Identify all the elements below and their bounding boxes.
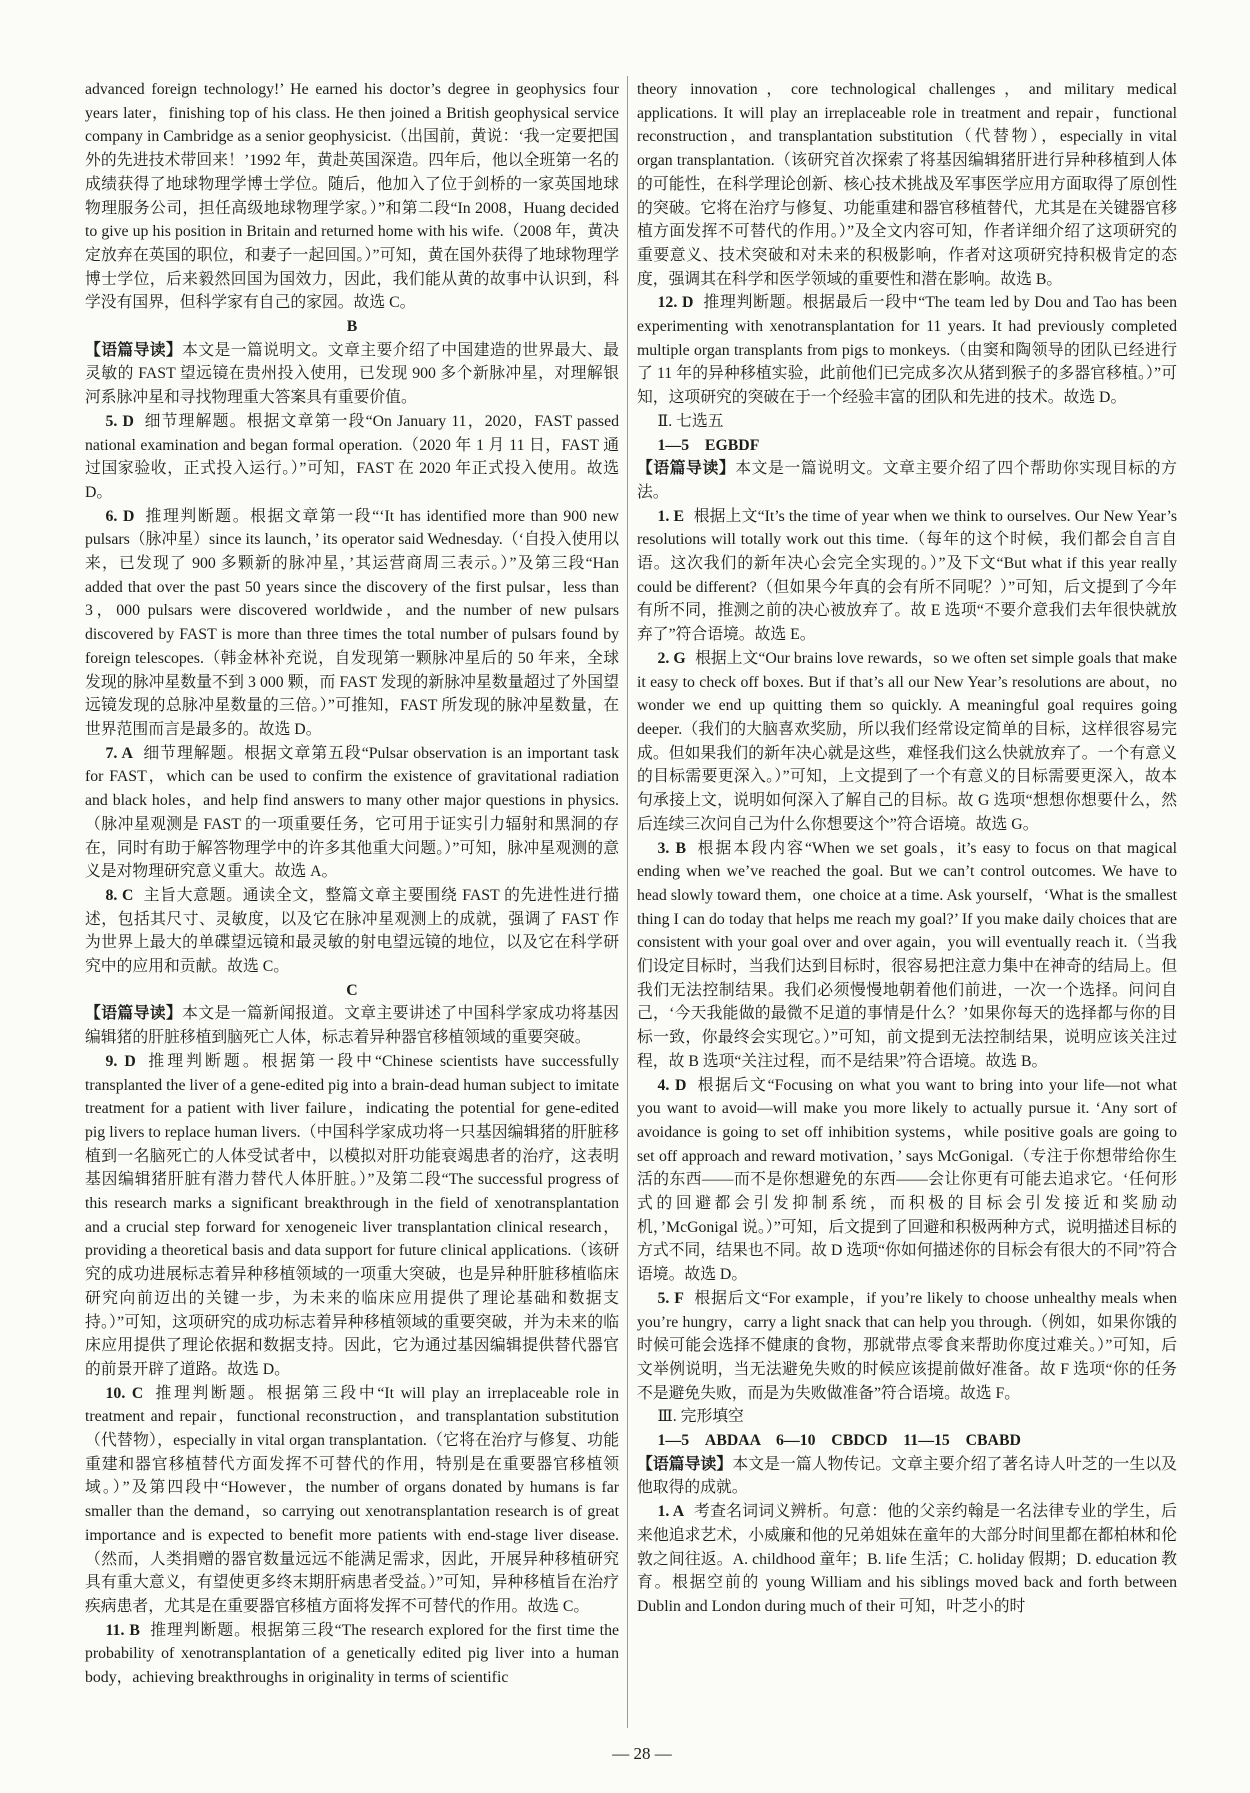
- answer-label: 6. D: [105, 507, 135, 525]
- answer-item-1: [637, 505, 1177, 647]
- answer-item-7: [85, 742, 619, 884]
- answer-item-1: [637, 1500, 1177, 1619]
- column-divider: [627, 76, 628, 1728]
- answer-item-2: [637, 647, 1177, 837]
- answer-key-line: 1—5 EGBDF: [657, 436, 760, 454]
- answer-label: 4. D: [657, 1076, 687, 1094]
- answer-explanation: 推理判断题。根据第三段中“It will play an irreplaceable role in treatment and repair，functional reconstruction，and transplantation substitution（代替物），especially in vital organ transplantation.（它将在治疗与修复、功能重建和器官移植替代方面发挥不可替代的作用，特别是在重要器官移植领域。）”及第四段中“However，the number of organs donated by humans is far smaller than the demand，so carrying out xenotransplantation research is of great importance and is expected to benefit more patients with end-stage liver disease.（然而，人类捐赠的器官数量远远不能满足需求，因此，开展异种移植研究具有重大意义，有望使更多终末期肝病患者受益。）”可知，异种移植旨在治疗疾病患者，尤其是在重要器官移植方面将发挥不可替代的作用。故选 C。: [85, 1384, 619, 1615]
- answer-label: 11. B: [105, 1621, 140, 1639]
- answer-item-12: [637, 291, 1177, 410]
- left-column: [85, 78, 619, 1738]
- reading-guide-label: 【语篇导读】: [637, 460, 736, 478]
- section-title-seven-choose-five: Ⅱ. 七选五: [657, 412, 724, 430]
- answer-label: 8. C: [105, 886, 134, 904]
- answer-explanation: 根据本段内容“When we set goals，it’s easy to focus on that magical ending when we’ve reached the goal. But we can’t control outcomes. We have to head slowly toward them，one choice at a time. Ask yourself，‘What is the smallest thing I can do today that helps me reach my goal?’ If you make daily choices that are consistent with your goal over and over again，you will eventually reach it.（当我们设定目标时，当我们达到目标时，很容易把注意力集中在神奇的结局上。但我们无法控制结果。我们必须慢慢地朝着他们前进，一次一个选择。问问自己，‘今天我能做的最微不足道的事情是什么？’如果你每天的选择都与你的目标一致，你最终会实现它。）”可知，前文提到无法控制结果，说明应该关注过程，故 B 选项“关注过程，而不是结果”符合语境。故选 B。: [637, 839, 1177, 1070]
- answer-explanation: 推理判断题。根据最后一段中“The team led by Dou and Tao has been experimenting with xenotransplantation for 11 years. It had previously completed multiple organ transplants from pigs to monkeys.（由窦和陶领导的团队已经进行了 11 年的异种移植实验，此前他们已完成多次从猪到猴子的多器官移植。）”可知，这项研究的突破在于一个经验丰富的团队和先进的技术。故选 D。: [637, 294, 1177, 407]
- answer-explanation: 根据上文“It’s the time of year when we think to ourselves. Our New Year’s resolutions will totally work out this time.（每年的这个时候，我们都会自言自语。这次我们的新年决心会完全实现的。）”及下文“But what if this year really could be different?（但如果今年真的会有所不同呢？）”可知，后文提到了今年有所不同，推测之前的决心被放弃了。故 E 选项“不要介意我们去年很快就放弃了”符合语境。故选 E。: [637, 507, 1177, 644]
- reading-guide: [637, 1453, 1177, 1500]
- answer-key-line: 1—5 ABDAA 6—10 CBDCD 11—15 CBABD: [657, 1432, 1021, 1450]
- answer-explanation: 根据上文“Our brains love rewards，so we often set simple goals that make it easy to check off boxes. But if that’s all our New Year’s resolutions are about，no wonder we end up quitting them so quickly. A meaningful goal requires going deeper.（我们的大脑喜欢奖励，所以我们经常设定简单的目标，这样很容易完成。但如果我们的新年决心就是这些，难怪我们这么快就放弃了。一个有意义的目标需要更深入。）”可知，上文提到了一个有意义的目标需要更深入，故本句承接上文，说明如何深入了解自己的目标。故 G 选项“想想你想要什么，然后连续三次问自己为什么你想要这个”符合语境。故选 G。: [637, 649, 1177, 833]
- answer-label: 1. A: [657, 1503, 685, 1521]
- answer-explanation: 考查名词词义辨析。句意：他的父亲约翰是一名法律专业的学生，后来他追求艺术，小威廉和他的兄弟姐妹在童年的大部分时间里都在都柏林和伦敦之间往返。A. childhood 童年；B. life 生活；C. holiday 假期；D. education 教育。根据空前的 young William and his siblings moved back and forth between Dublin and London during much of their 可知，叶芝小的时: [637, 1503, 1177, 1615]
- answer-label: 5. F: [657, 1289, 684, 1307]
- reading-guide: [85, 1002, 619, 1049]
- reading-guide: [637, 457, 1177, 504]
- reading-guide-label: 【语篇导读】: [85, 1005, 183, 1023]
- reading-guide-text: 本文是一篇人物传记。文章主要介绍了著名诗人叶芝的一生以及他取得的成就。: [637, 1455, 1177, 1497]
- answer-item-3: [637, 837, 1177, 1074]
- answer-item-4: [637, 1074, 1177, 1287]
- right-column: [637, 78, 1177, 1738]
- answer-explanation: 根据后文“Focusing on what you want to bring into your life—not what you want to avoid—will make you more likely to actually pursue it. ‘Any sort of avoidance is going to set off inhibition systems，while positive goals are going to set off approach and reward motivation，’ says McGonigal.（专注于你想带给你生活的东西——而不是你想避免的东西——会让你更有可能去追求它。‘任何形式的回避都会引发抑制系统，而积极的目标会引发接近和奖励动机，’McGonigal 说。）”可知，后文提到了回避和积极两种方式，说明描述目标的方式不同，结果也不同。故 D 选项“你如何描述你的目标会有很大的不同”符合语境。故选 D。: [637, 1076, 1177, 1284]
- page-number: — 28 —: [612, 1744, 672, 1763]
- continuation-paragraph: theory innovation，core technological challenges，and military medical applications. It will play an irreplaceable role in treatment and repair，functional reconstruction，and transplantation substitution（代替物），especially in vital organ transplantation.（该研究首次探索了将基因编辑猪肝进行异种移植到人体的可能性，在科学理论创新、核心技术挑战及军事医学应用方面取得了原创性的突破。它将在治疗与修复、功能重建和器官移植替代，尤其是在关键器官移植方面发挥不可替代的作用。）”及全文内容可知，作者详细介绍了这项研究的重要意义、技术突破和对未来的积极影响，作者对这项研究持积极肯定的态度，强调其在科学和医学领域的重要性和潜在影响。故选 B。: [637, 81, 1177, 288]
- passage-heading-c: C: [346, 981, 358, 999]
- answer-item-11: [85, 1619, 619, 1690]
- answer-label: 7. A: [105, 744, 133, 762]
- answer-explanation: 推理判断题。根据第一段中“Chinese scientists have successfully transplanted the liver of a gene-edited pig into a brain-dead human subject to imitate treatment for a patient with liver failure，indicating the potential for gene-edited pig livers to replace human livers.（中国科学家成功将一只基因编辑猪的肝脏移植到一名脑死亡的人体受试者中，以模拟对肝功能衰竭患者的治疗，这表明基因编辑猪肝脏有潜力替代人体肝脏。）”及第二段“The successful progress of this research marks a significant breakthrough in the field of xenotransplantation and a crucial step forward for xenogeneic liver transplantation clinical research，providing a theoretical basis and data support for future clinical applications.（该研究的成功进展标志着异种移植领域的一项重大突破，也是异种肝脏移植临床研究向前迈出的关键一步，为未来的临床应用提供了理论基础和数据支持。）”可知，这项研究的成功标志着异种移植领域的重要突破，并为未来的临床应用提供了理论依据和数据支持。因此，它为通过基因编辑提供替代器官的前景开辟了道路。故选 D。: [85, 1052, 619, 1378]
- passage-heading-b: B: [346, 318, 358, 336]
- answer-explanation: 细节理解题。根据文章第一段“On January 11，2020，FAST passed national examination and began formal operation.（2020 年 1 月 11 日，FAST 通过国家验收，正式投入运行。）”可知，FAST 在 2020 年正式投入使用。故选 D。: [85, 412, 619, 501]
- answer-item-9: [85, 1050, 619, 1382]
- section-title-cloze: Ⅲ. 完形填空: [657, 1408, 744, 1426]
- answer-label: 3. B: [657, 839, 686, 857]
- answer-item-5: [85, 410, 619, 505]
- answer-explanation: 根据后文“For example，if you’re likely to choose unhealthy meals when you’re hungry，carry a light snack that can help you through.（例如，如果你饿的时候可能会选择不健康的食物，那就带点零食来帮助你度过难关。）”可知，后文举例说明，当无法避免失败的时候应该提前做好准备。故 F 选项“你的任务不是避免失败，而是为失败做准备”符合语境。故选 F。: [637, 1289, 1177, 1402]
- answer-explanation: 推理判断题。根据文章第一段“‘It has identified more than 900 new pulsars（脉冲星）since its launch，’ its operator said Wednesday.（‘自投入使用以来，已发现了 900 多颗新的脉冲星，’其运营商周三表示。）”及第三段“Han added that over the past 50 years since the discovery of the first pulsar，less than 3，000 pulsars were discovered worldwide，and the number of new pulsars discovered by FAST is more than three times the total number of pulsars found by foreign telescopes.（韩金林补充说，自发现第一颗脉冲星后的 50 年来，全球发现的脉冲星数量不到 3 000 颗，而 FAST 发现的新脉冲星数量超过了外国望远镜发现的总脉冲星数量的三倍。）”可推知，FAST 所发现的脉冲星数量，在世界范围而言是最多的。故选 D。: [85, 507, 619, 738]
- reading-guide-text: 本文是一篇新闻报道。文章主要讲述了中国科学家成功将基因编辑猪的肝脏移植到脑死亡人体，标志着异种器官移植领域的重要突破。: [85, 1005, 619, 1047]
- answer-explanation: 主旨大意题。通读全文，整篇文章主要围绕 FAST 的先进性进行描述，包括其尺寸、灵敏度，以及它在脉冲星观测上的成就，强调了 FAST 作为世界上最大的单碟望远镜和最灵敏的射电望远镜的地位，以及它在科学研究中的应用和贡献。故选 C。: [85, 886, 619, 976]
- answer-label: 9. D: [105, 1052, 136, 1070]
- reading-guide-label: 【语篇导读】: [85, 341, 183, 359]
- answer-item-6: [85, 505, 619, 742]
- answer-label: 2. G: [657, 649, 686, 667]
- reading-guide-text: 本文是一篇说明文。文章主要介绍了中国建造的世界最大、最灵敏的 FAST 望远镜在贵州投入使用，已发现 900 多个新脉冲星，对理解银河系脉冲星和寻找物理重大答案具有重要价值。: [85, 341, 619, 407]
- reading-guide-label: 【语篇导读】: [637, 1455, 733, 1473]
- answer-label: 10. C: [105, 1384, 144, 1402]
- continuation-paragraph: advanced foreign technology!’ He earned his doctor’s degree in geophysics four years later，finishing top of his class. He then joined a British geophysical service company in Cambridge as a senior geophysicist.（出国前，黄说：‘我一定要把国外的先进技术带回来！’1992 年，黄赴英国深造。四年后，他以全班第一名的成绩获得了地球物理学博士学位。随后，他加入了位于剑桥的一家英国地球物理服务公司，担任高级地球物理学家。）”和第二段“In 2008，Huang decided to give up his position in Britain and returned home with his wife.（2008 年，黄决定放弃在英国的职位，和妻子一起回国。）”可知，黄在国外获得了地球物理学博士学位，后来毅然回国为国效力，因此，我们能从黄的故事中认识到，科学没有国界，但科学家有自己的家园。故选 C。: [85, 81, 619, 312]
- answer-label: 12. D: [657, 294, 694, 312]
- answer-explanation: 细节理解题。根据文章第五段“Pulsar observation is an important task for FAST，which can be used to confirm the existence of gravitational radiation and black holes，and help find answers to many other major questions in physics.（脉冲星观测是 FAST 的一项重要任务，它可用于证实引力辐射和黑洞的存在，同时有助于解答物理学中的许多其他重大问题。）”可知，脉冲星观测的意义是对物理研究意义重大。故选 A。: [85, 744, 619, 881]
- answer-item-5: [637, 1287, 1177, 1406]
- reading-guide: [85, 339, 619, 410]
- reading-guide-text: 本文是一篇说明文。文章主要介绍了四个帮助你实现目标的方法。: [637, 460, 1177, 501]
- answer-label: 1. E: [657, 507, 685, 525]
- answer-item-10: [85, 1382, 619, 1619]
- answer-explanation: 推理判断题。根据第三段“The research explored for the first time the probability of xenotransplantation of a genetically edited pig liver into a human body，achieving breakthroughs in originality in terms of scientific: [85, 1621, 619, 1687]
- answer-item-8: [85, 884, 619, 979]
- answer-label: 5. D: [105, 412, 134, 430]
